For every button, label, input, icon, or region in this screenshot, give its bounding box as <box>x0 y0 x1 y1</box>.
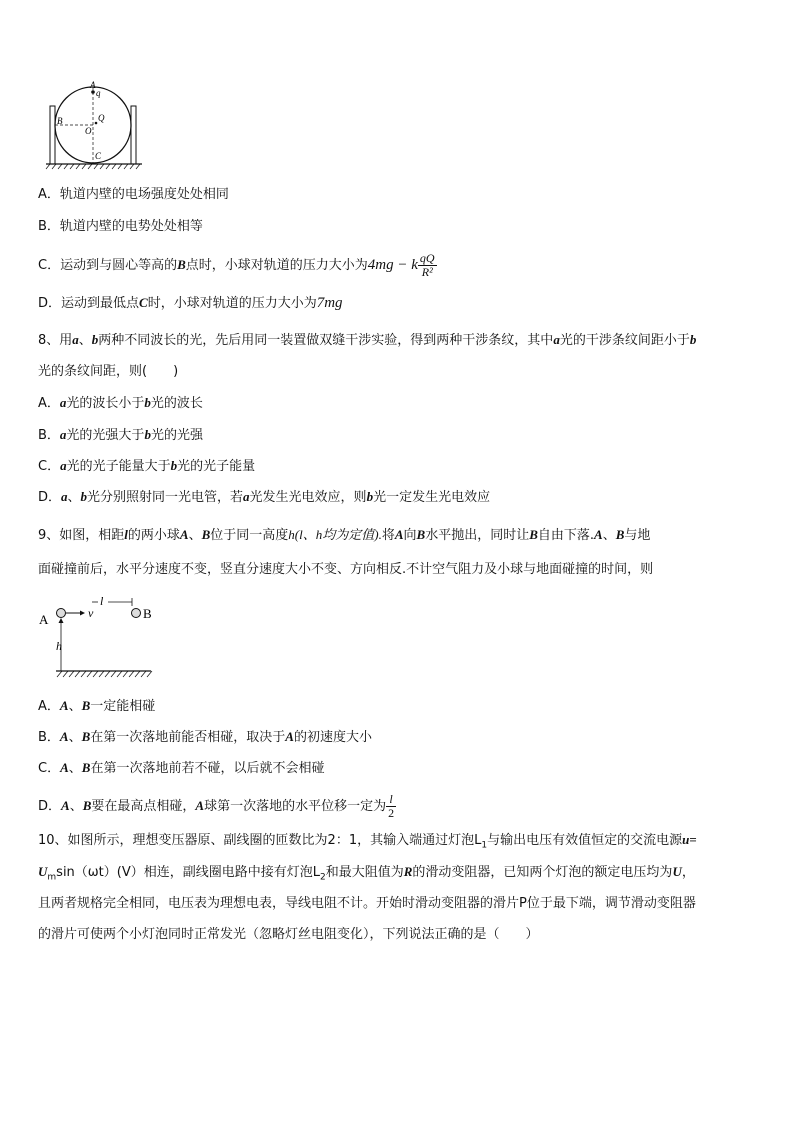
fig9-label-h: h <box>56 639 62 653</box>
projectile-figure <box>36 592 156 684</box>
q9-stem-line2: 面碰撞前后，水平分速度不变，竖直分速度大小不变、方向相反.不计空气阻力及小球与地面碰撞的时间，则 <box>38 562 654 577</box>
q9-text: 与地 <box>624 528 651 543</box>
q9-l: l <box>124 527 128 542</box>
q9-A: A <box>594 527 603 542</box>
q8-text: 8、用 <box>38 333 73 348</box>
q7-c-mid: 点时，小球对轨道的压力大小为 <box>185 258 368 273</box>
q9-A: A <box>179 527 189 542</box>
q8-text: 光的光子能量 <box>177 459 256 474</box>
q9-B: B <box>81 760 91 775</box>
q10-Um: U <box>38 864 48 879</box>
q10-stem-line4: 的滑片可使两个小灯泡同时正常发光（忽略灯丝电阻变化），下列说法正确的是（ ） <box>38 927 539 942</box>
q7-c-fraction <box>418 252 437 279</box>
q8-stem-line1 <box>38 331 696 350</box>
q9-B: B <box>529 527 538 542</box>
label-B: B <box>57 116 63 126</box>
q7-c-expr: 4mg − k <box>367 257 418 273</box>
q8-opt-label: D． <box>38 490 62 505</box>
fig9-label-v: v <box>88 606 94 620</box>
label-C: C <box>95 151 102 161</box>
q9-opt-label: B． <box>38 730 60 745</box>
q10-text: sin（ωt）(V）相连，副线圈电路中接有灯泡L <box>56 865 320 880</box>
q7-option-c <box>38 252 437 279</box>
q7-option-a: A．轨道内壁的电场强度处处相同 <box>38 187 229 202</box>
q10-u: u= <box>682 832 697 847</box>
q9-B: B <box>81 729 91 744</box>
q10-text: 10、如图所示，理想变压器原、副线圈的匝数比为2：1，其输入端通过灯泡L <box>38 833 482 848</box>
q9-opt-label: D． <box>38 799 62 814</box>
q9-text: 一定能相碰 <box>90 699 156 714</box>
q9-opt-label: C． <box>38 761 61 776</box>
q7-c-den: R² <box>421 265 433 279</box>
q10-sub: 1 <box>481 840 488 851</box>
fig9-label-B: B <box>143 606 152 621</box>
label-A: A <box>90 80 96 90</box>
q8-option-b <box>38 426 203 445</box>
q10-stem-line3: 且两者规格完全相同，电压表为理想电表，导线电阻不计。开始时滑动变阻器的滑片P位于最下端，调节滑动变阻器 <box>38 896 696 911</box>
q8-b: b <box>689 332 697 347</box>
q9-option-b: B．A、B在第一次落地前能否相碰，取决于A的初速度大小 <box>38 729 372 745</box>
q9-A: A <box>61 798 70 813</box>
q7-d-mid: 时，小球对轨道的压力大小为 <box>147 296 317 311</box>
q9-text: 自由下落. <box>537 528 595 543</box>
q7-c-B: B <box>177 257 186 272</box>
q9-option-a: A．A、B一定能相碰 <box>38 698 156 714</box>
label-O: O <box>85 126 92 136</box>
q10-sub: 2 <box>320 872 326 883</box>
q10-text: 的滑动变阻器，已知两个灯泡的额定电压均为 <box>412 865 673 880</box>
q10-R: R <box>403 864 413 879</box>
q9-text: 的初速度大小 <box>293 730 372 745</box>
q9-A: A <box>60 760 69 775</box>
q8-text: 光的波长 <box>150 396 203 411</box>
q8-text: 光发生光电效应，则 <box>249 490 367 505</box>
q8-text: 光一定发生光电效应 <box>373 490 491 505</box>
label-q: q <box>96 88 101 98</box>
q10-text: 与输出电压有效值恒定的交流电源 <box>487 833 683 848</box>
q9-A: A <box>59 698 69 713</box>
q9-text: 在第一次落地前若不碰，以后就不会相碰 <box>90 761 325 776</box>
q9-B: B <box>615 527 625 542</box>
q7-d-expr: 7mg <box>316 295 343 311</box>
q9-text: 球第一次落地的水平位移一定为 <box>204 799 387 814</box>
q9-A: A <box>394 527 404 542</box>
q9-text: 水平抛出，同时让 <box>425 528 530 543</box>
q9-d-fraction <box>386 793 396 820</box>
q8-opt-label: C． <box>38 459 61 474</box>
q8-opt-label: B． <box>38 428 60 443</box>
q8-b: b <box>170 458 178 473</box>
q8-b: b <box>91 332 99 347</box>
q8-sep: 、 <box>78 333 92 348</box>
q10-U: U <box>672 864 682 879</box>
q10-stem-line2 <box>38 863 695 887</box>
q9-text: 9、如图，相距 <box>38 528 125 543</box>
q8-sep: 、 <box>67 490 81 505</box>
circular-track-figure <box>44 80 144 170</box>
q8-text: 光的干涉条纹间距小于 <box>559 333 690 348</box>
q8-b: b <box>366 489 374 504</box>
q8-text: 光的光强 <box>150 428 203 443</box>
q7-d-pre: D．运动到最低点 <box>38 296 140 311</box>
q8-option-a <box>38 394 203 413</box>
q9-d-num: l <box>386 793 396 807</box>
q8-a: a <box>243 489 250 504</box>
q9-B: B <box>416 527 426 542</box>
q9-text: 位于同一高度 <box>210 528 289 543</box>
q10-sub: m <box>47 872 57 883</box>
q8-text: 两种不同波长的光，先后用同一装置做双缝干涉实验，得到两种干涉条纹，其中 <box>98 333 554 348</box>
q8-a: a <box>59 427 67 442</box>
q7-option-d <box>38 294 343 313</box>
q9-opt-label: A． <box>38 699 60 714</box>
q9-B: B <box>201 527 211 542</box>
q10-text: 和最大阻值为 <box>325 865 404 880</box>
q7-option-b: B．轨道内壁的电势处处相等 <box>38 219 203 234</box>
q10-text: ， <box>681 865 695 880</box>
q9-d-den: 2 <box>388 806 395 820</box>
q9-A: A <box>59 729 69 744</box>
q7-c-num: qQ <box>419 251 435 265</box>
q8-a: a <box>72 332 79 347</box>
q9-h-expr: h(l、h均为定值). <box>288 527 382 542</box>
q10-stem-line1 <box>38 831 697 855</box>
q8-text: 光的光强大于 <box>66 428 145 443</box>
q9-option-c: C．A、B在第一次落地前若不碰，以后就不会相碰 <box>38 760 325 776</box>
q8-option-d <box>38 488 490 507</box>
q8-b: b <box>144 427 151 442</box>
q9-text: 的两小球 <box>127 528 180 543</box>
q8-a: a <box>59 395 67 410</box>
q8-stem-line2: 光的条纹间距，则( ) <box>38 364 179 379</box>
label-Q: Q <box>98 113 105 123</box>
q8-opt-label: A． <box>38 396 60 411</box>
q8-option-c <box>38 457 255 476</box>
q9-option-d: D．A、B要在最高点相碰，A球第一次落地的水平位移一定为 $\frac{l}{2}$ <box>38 792 395 820</box>
q9-A: A <box>195 798 205 813</box>
q8-b: b <box>80 489 88 504</box>
q8-a: a <box>61 489 68 504</box>
q8-a: a <box>553 332 560 347</box>
q7-c-pre: C．运动到与圆心等高的 <box>38 258 178 273</box>
q9-stem-line1: 9、如图，相距l的两小球A、B位于同一高度h(l、h均为定值).将A向B水平抛出，同时让B自由下落.A、B与地 <box>38 527 651 543</box>
q9-text: 将 <box>381 528 395 543</box>
q7-d-C: C <box>139 295 148 310</box>
q9-B: B <box>82 798 92 813</box>
q9-text: 在第一次落地前能否相碰，取决于 <box>90 730 286 745</box>
q9-text: 要在最高点相碰， <box>91 799 196 814</box>
q9-text: 向 <box>403 528 417 543</box>
q8-text: 光的波长小于 <box>66 396 145 411</box>
fig9-label-l: l <box>100 594 104 608</box>
fig9-label-A: A <box>39 612 49 627</box>
q9-B: B <box>81 698 91 713</box>
q9-A: A <box>285 729 294 744</box>
q8-text: 光的光子能量大于 <box>66 459 171 474</box>
q8-b: b <box>144 395 151 410</box>
q8-a: a <box>60 458 67 473</box>
q8-text: 光分别照射同一光电管，若 <box>87 490 244 505</box>
